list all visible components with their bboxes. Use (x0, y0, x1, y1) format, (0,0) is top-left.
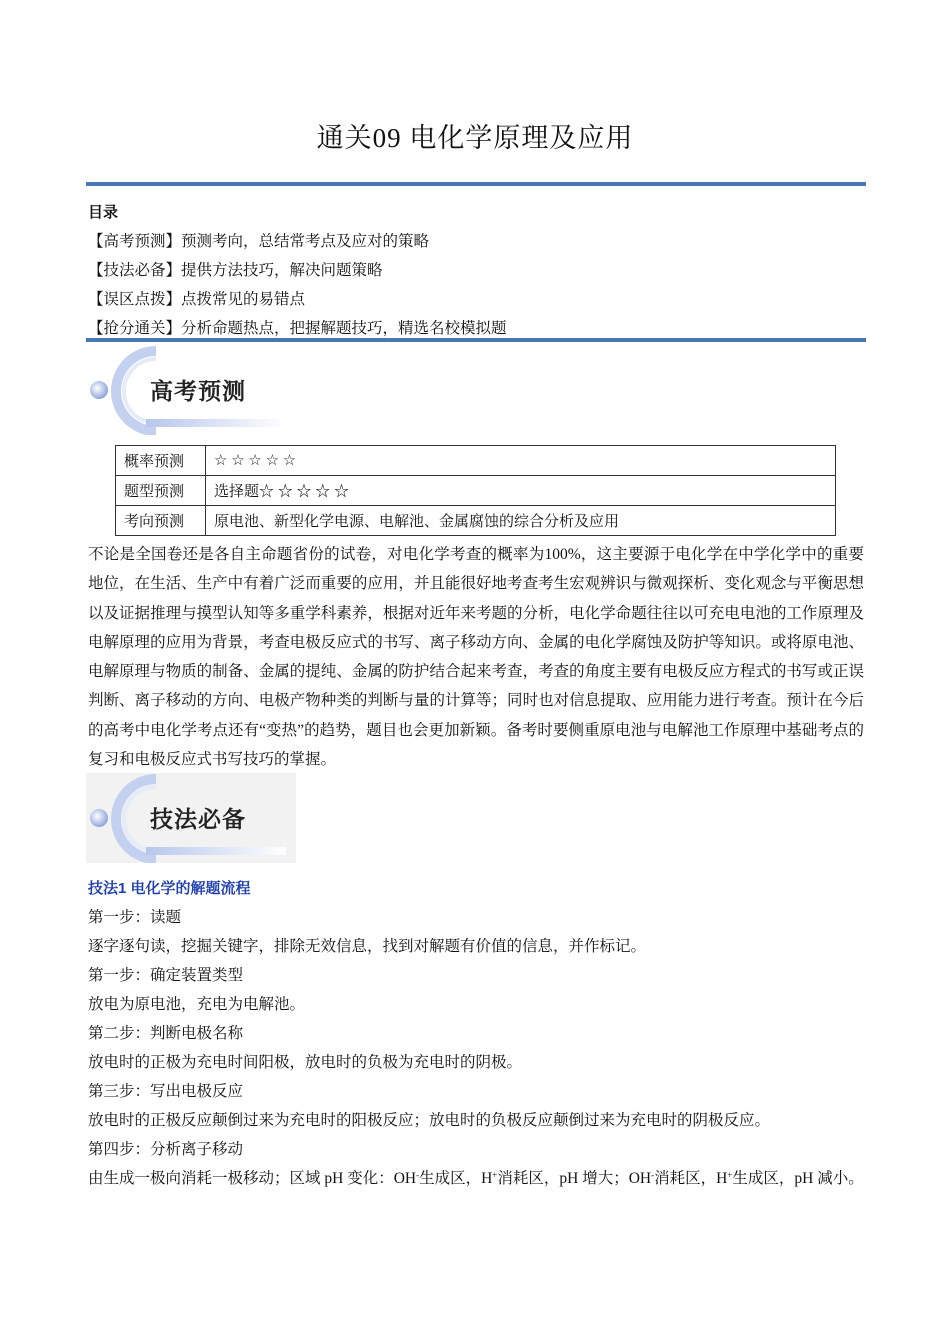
superscript: + (727, 1170, 733, 1180)
text-run: 生成区，pH 减小。 (732, 1170, 864, 1187)
toc-item: 【误区点拨】点拨常见的易错点 (88, 291, 306, 308)
superscript: - (416, 1170, 420, 1180)
text-run: 消耗区，H (654, 1170, 728, 1187)
table-row (116, 446, 836, 476)
toc-item: 【技法必备】提供方法技巧，解决问题策略 (88, 262, 383, 279)
method-line: 放电为原电池，充电为电解池。 (88, 996, 306, 1013)
table-value: 选择题☆ ☆ ☆ ☆ ☆ (206, 476, 836, 506)
method-line-ions (88, 1164, 864, 1193)
table-row (116, 506, 836, 536)
method-section (88, 874, 864, 1193)
table-key: 概率预测 (116, 446, 206, 476)
toc-item: 【抢分通关】分析命题热点，把握解题技巧，精选名校模拟题 (88, 320, 507, 337)
method-line: 第二步：判断电极名称 (88, 1025, 244, 1042)
text-run: 由生成一极向消耗一极移动；区域 pH 变化：OH (88, 1170, 417, 1187)
table-of-contents (88, 198, 507, 343)
title-divider (86, 182, 866, 186)
prediction-table (115, 445, 836, 536)
table-key: 题型预测 (116, 476, 206, 506)
method-line: 放电时的正极为充电时间阳极，放电时的负极为充电时的阴极。 (88, 1054, 523, 1071)
section-banner-prediction (86, 345, 296, 435)
table-value: 原电池、新型化学电源、电解池、金属腐蚀的综合分析及应用 (206, 506, 836, 536)
method-line: 第一步：读题 (88, 909, 182, 926)
method-line: 第三步：写出电极反应 (88, 1083, 244, 1100)
toc-divider (86, 338, 866, 342)
page-title: 通关09 电化学原理及应用 (316, 123, 634, 153)
table-key: 考向预测 (116, 506, 206, 536)
intro-paragraph: 不论是全国卷还是各自主命题省份的试卷，对电化学考查的概率为100%，这主要源于电化学在中学化学中的重要地位，在生活、生产中有着广泛而重要的应用，并且能很好地考查考生宏观辨识与微观探析、变化观念与平衡思想以及证据推理与摸型认知等多重学科素养，根据对近年来考题的分析，电化学命题往往以可充电电池的工作原理及电解原理的应用为背景，考查电极反应式的书写、离子移动方向、金属的电化学腐蚀及防护等知识。或将原电池、电解原理与物质的制备、金属的提纯、金属的防护结合起来考查，考查的角度主要有电极反应方程式的书写或正误判断、离子移动的方向、电极产物种类的判断与量的计算等；同时也对信息提取、应用能力进行考查。预计在今后的高考中电化学考点还有“变热”的趋势，题目也会更加新颖。备考时要侧重原电池与电解池工作原理中基础考点的复习和电极反应式书写技巧的掌握。 (88, 546, 864, 769)
method-heading: 技法1 电化学的解题流程 (88, 880, 251, 897)
superscript: - (651, 1170, 655, 1180)
toc-item: 【高考预测】预测考向，总结常考点及应对的策略 (88, 233, 430, 250)
section-banner-methods (86, 773, 296, 863)
method-line: 逐字逐句读，挖掘关键字，排除无效信息，找到对解题有价值的信息，并作标记。 (88, 938, 647, 955)
method-line: 第四步：分析离子移动 (88, 1141, 244, 1158)
table-value: ☆ ☆ ☆ ☆ ☆ (206, 446, 836, 476)
method-line: 第一步：确定装置类型 (88, 967, 244, 984)
superscript: + (492, 1170, 498, 1180)
banner-label: 技法必备 (150, 807, 246, 833)
method-line: 放电时的正极反应颠倒过来为充电时的阳极反应；放电时的负极反应颠倒过来为充电时的阴极反应。 (88, 1112, 771, 1129)
text-run: 生成区，H (419, 1170, 493, 1187)
banner-label: 高考预测 (150, 379, 246, 405)
table-row (116, 476, 836, 506)
toc-heading: 目录 (88, 204, 119, 221)
text-run: 消耗区，pH 增大；OH (497, 1170, 652, 1187)
